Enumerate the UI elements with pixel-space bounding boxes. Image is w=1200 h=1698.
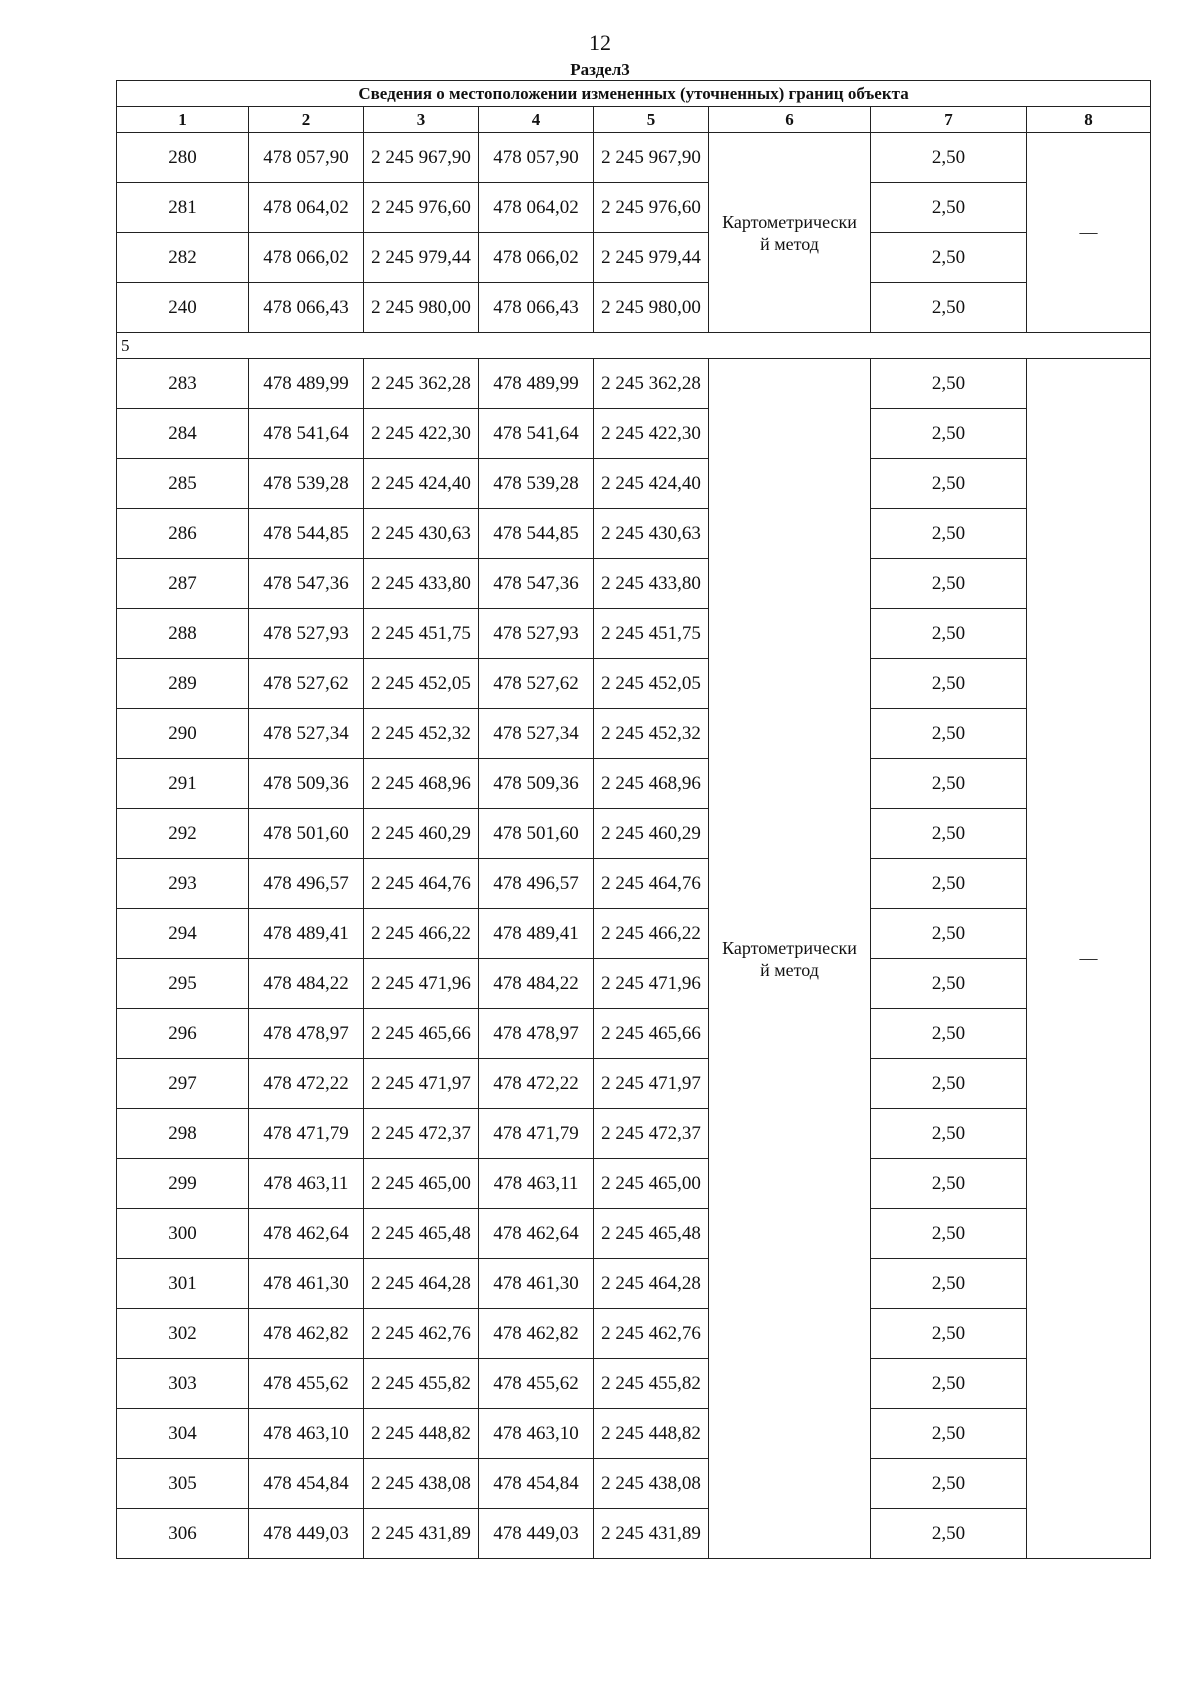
y-new-cell: 2 245 465,00 [594, 1159, 709, 1209]
point-number-cell: 296 [117, 1009, 249, 1059]
accuracy-cell: 2,50 [871, 233, 1027, 283]
x-existing-cell: 478 541,64 [249, 409, 364, 459]
x-new-cell: 478 449,03 [479, 1509, 594, 1559]
column-number: 8 [1027, 107, 1151, 133]
x-new-cell: 478 455,62 [479, 1359, 594, 1409]
y-existing-cell: 2 245 465,48 [364, 1209, 479, 1259]
point-number-cell: 294 [117, 909, 249, 959]
y-existing-cell: 2 245 424,40 [364, 459, 479, 509]
accuracy-cell: 2,50 [871, 1109, 1027, 1159]
table-row [117, 409, 1151, 459]
table-row [117, 659, 1151, 709]
table-row [117, 1409, 1151, 1459]
accuracy-cell: 2,50 [871, 1159, 1027, 1209]
y-new-cell: 2 245 464,28 [594, 1259, 709, 1309]
accuracy-cell: 2,50 [871, 809, 1027, 859]
x-existing-cell: 478 527,34 [249, 709, 364, 759]
table-row [117, 1459, 1151, 1509]
y-new-cell: 2 245 471,96 [594, 959, 709, 1009]
accuracy-cell: 2,50 [871, 509, 1027, 559]
y-existing-cell: 2 245 451,75 [364, 609, 479, 659]
method-cell [709, 133, 871, 333]
accuracy-cell: 2,50 [871, 283, 1027, 333]
group-label: 5 [117, 333, 1151, 359]
table-row [117, 709, 1151, 759]
accuracy-cell: 2,50 [871, 183, 1027, 233]
accuracy-cell: 2,50 [871, 409, 1027, 459]
x-new-cell: 478 489,41 [479, 909, 594, 959]
point-number-cell: 283 [117, 359, 249, 409]
y-new-cell: 2 245 979,44 [594, 233, 709, 283]
y-existing-cell: 2 245 455,82 [364, 1359, 479, 1409]
table-row [117, 183, 1151, 233]
accuracy-cell: 2,50 [871, 1009, 1027, 1059]
table-row [117, 459, 1151, 509]
y-new-cell: 2 245 431,89 [594, 1509, 709, 1559]
x-existing-cell: 478 461,30 [249, 1259, 364, 1309]
accuracy-cell: 2,50 [871, 609, 1027, 659]
x-existing-cell: 478 489,99 [249, 359, 364, 409]
y-existing-cell: 2 245 460,29 [364, 809, 479, 859]
method-text-line1: Картометрически [722, 937, 857, 958]
x-new-cell: 478 463,10 [479, 1409, 594, 1459]
accuracy-cell: 2,50 [871, 1509, 1027, 1559]
y-new-cell: 2 245 472,37 [594, 1109, 709, 1159]
y-new-cell: 2 245 465,66 [594, 1009, 709, 1059]
y-existing-cell: 2 245 967,90 [364, 133, 479, 183]
y-new-cell: 2 245 430,63 [594, 509, 709, 559]
x-new-cell: 478 463,11 [479, 1159, 594, 1209]
table-row [117, 1359, 1151, 1409]
point-number-cell: 290 [117, 709, 249, 759]
y-new-cell: 2 245 471,97 [594, 1059, 709, 1109]
y-existing-cell: 2 245 465,00 [364, 1159, 479, 1209]
y-existing-cell: 2 245 452,32 [364, 709, 479, 759]
y-new-cell: 2 245 452,32 [594, 709, 709, 759]
x-existing-cell: 478 462,64 [249, 1209, 364, 1259]
accuracy-cell: 2,50 [871, 759, 1027, 809]
x-new-cell: 478 527,62 [479, 659, 594, 709]
x-new-cell: 478 509,36 [479, 759, 594, 809]
y-existing-cell: 2 245 471,96 [364, 959, 479, 1009]
accuracy-cell: 2,50 [871, 133, 1027, 183]
x-new-cell: 478 484,22 [479, 959, 594, 1009]
y-new-cell: 2 245 466,22 [594, 909, 709, 959]
y-existing-cell: 2 245 464,76 [364, 859, 479, 909]
table-row [117, 1109, 1151, 1159]
method-cell [709, 359, 871, 1559]
x-existing-cell: 478 455,62 [249, 1359, 364, 1409]
x-existing-cell: 478 064,02 [249, 183, 364, 233]
y-existing-cell: 2 245 431,89 [364, 1509, 479, 1559]
x-new-cell: 478 064,02 [479, 183, 594, 233]
description-cell: — [1027, 359, 1151, 1559]
y-new-cell: 2 245 468,96 [594, 759, 709, 809]
point-number-cell: 306 [117, 1509, 249, 1559]
x-new-cell: 478 462,64 [479, 1209, 594, 1259]
point-number-cell: 302 [117, 1309, 249, 1359]
accuracy-cell: 2,50 [871, 1359, 1027, 1409]
table-row [117, 859, 1151, 909]
accuracy-cell: 2,50 [871, 1459, 1027, 1509]
section-title: Раздел3 [570, 60, 630, 79]
point-number-cell: 285 [117, 459, 249, 509]
x-new-cell: 478 472,22 [479, 1059, 594, 1109]
x-existing-cell: 478 527,62 [249, 659, 364, 709]
accuracy-cell: 2,50 [871, 1259, 1027, 1309]
column-number: 2 [249, 107, 364, 133]
x-existing-cell: 478 463,11 [249, 1159, 364, 1209]
x-existing-cell: 478 496,57 [249, 859, 364, 909]
x-new-cell: 478 539,28 [479, 459, 594, 509]
page-number: 12 [589, 30, 611, 55]
column-number: 6 [709, 107, 871, 133]
table-row [117, 559, 1151, 609]
point-number-cell: 289 [117, 659, 249, 709]
table-row [117, 359, 1151, 409]
point-number-cell: 305 [117, 1459, 249, 1509]
y-existing-cell: 2 245 438,08 [364, 1459, 479, 1509]
x-new-cell: 478 527,34 [479, 709, 594, 759]
point-number-cell: 291 [117, 759, 249, 809]
x-existing-cell: 478 478,97 [249, 1009, 364, 1059]
accuracy-cell: 2,50 [871, 1409, 1027, 1459]
table-row [117, 1059, 1151, 1109]
table-row [117, 759, 1151, 809]
y-existing-cell: 2 245 472,37 [364, 1109, 479, 1159]
accuracy-cell: 2,50 [871, 1059, 1027, 1109]
x-new-cell: 478 066,43 [479, 283, 594, 333]
point-number-cell: 295 [117, 959, 249, 1009]
y-new-cell: 2 245 422,30 [594, 409, 709, 459]
x-new-cell: 478 462,82 [479, 1309, 594, 1359]
method-text-line2: й метод [760, 233, 819, 254]
table-row [117, 909, 1151, 959]
y-existing-cell: 2 245 471,97 [364, 1059, 479, 1109]
x-existing-cell: 478 527,93 [249, 609, 364, 659]
y-existing-cell: 2 245 464,28 [364, 1259, 479, 1309]
y-new-cell: 2 245 455,82 [594, 1359, 709, 1409]
y-existing-cell: 2 245 462,76 [364, 1309, 479, 1359]
column-number: 3 [364, 107, 479, 133]
x-new-cell: 478 527,93 [479, 609, 594, 659]
y-new-cell: 2 245 424,40 [594, 459, 709, 509]
accuracy-cell: 2,50 [871, 1309, 1027, 1359]
y-existing-cell: 2 245 979,44 [364, 233, 479, 283]
y-new-cell: 2 245 433,80 [594, 559, 709, 609]
y-existing-cell: 2 245 468,96 [364, 759, 479, 809]
accuracy-cell: 2,50 [871, 459, 1027, 509]
x-existing-cell: 478 471,79 [249, 1109, 364, 1159]
x-existing-cell: 478 066,02 [249, 233, 364, 283]
y-existing-cell: 2 245 452,05 [364, 659, 479, 709]
x-new-cell: 478 066,02 [479, 233, 594, 283]
table-row [117, 1009, 1151, 1059]
y-existing-cell: 2 245 422,30 [364, 409, 479, 459]
table-caption-row [117, 81, 1151, 107]
point-number-cell: 240 [117, 283, 249, 333]
accuracy-cell: 2,50 [871, 659, 1027, 709]
column-number: 7 [871, 107, 1027, 133]
y-existing-cell: 2 245 466,22 [364, 909, 479, 959]
table-row [117, 1259, 1151, 1309]
y-new-cell: 2 245 967,90 [594, 133, 709, 183]
accuracy-cell: 2,50 [871, 709, 1027, 759]
point-number-cell: 304 [117, 1409, 249, 1459]
point-number-cell: 288 [117, 609, 249, 659]
table-row [117, 133, 1151, 183]
x-existing-cell: 478 509,36 [249, 759, 364, 809]
point-number-cell: 292 [117, 809, 249, 859]
table-row [117, 509, 1151, 559]
table-row [117, 283, 1151, 333]
point-number-cell: 300 [117, 1209, 249, 1259]
x-existing-cell: 478 454,84 [249, 1459, 364, 1509]
accuracy-cell: 2,50 [871, 959, 1027, 1009]
point-number-cell: 280 [117, 133, 249, 183]
point-number-cell: 299 [117, 1159, 249, 1209]
table-caption: Сведения о местоположении измененных (уточненных) границ объекта [117, 81, 1151, 107]
y-existing-cell: 2 245 433,80 [364, 559, 479, 609]
column-number: 5 [594, 107, 709, 133]
point-number-cell: 284 [117, 409, 249, 459]
y-existing-cell: 2 245 448,82 [364, 1409, 479, 1459]
accuracy-cell: 2,50 [871, 909, 1027, 959]
x-new-cell: 478 454,84 [479, 1459, 594, 1509]
x-new-cell: 478 057,90 [479, 133, 594, 183]
x-existing-cell: 478 472,22 [249, 1059, 364, 1109]
y-new-cell: 2 245 448,82 [594, 1409, 709, 1459]
y-new-cell: 2 245 438,08 [594, 1459, 709, 1509]
accuracy-cell: 2,50 [871, 1209, 1027, 1259]
accuracy-cell: 2,50 [871, 359, 1027, 409]
method-text-line1: Картометрически [722, 211, 857, 232]
x-existing-cell: 478 484,22 [249, 959, 364, 1009]
y-new-cell: 2 245 464,76 [594, 859, 709, 909]
accuracy-cell: 2,50 [871, 859, 1027, 909]
table-row [117, 609, 1151, 659]
table-row [117, 1209, 1151, 1259]
x-existing-cell: 478 462,82 [249, 1309, 364, 1359]
point-number-cell: 281 [117, 183, 249, 233]
column-number: 4 [479, 107, 594, 133]
y-existing-cell: 2 245 362,28 [364, 359, 479, 409]
y-new-cell: 2 245 460,29 [594, 809, 709, 859]
column-number-row [117, 107, 1151, 133]
y-existing-cell: 2 245 465,66 [364, 1009, 479, 1059]
point-number-cell: 298 [117, 1109, 249, 1159]
x-existing-cell: 478 489,41 [249, 909, 364, 959]
point-number-cell: 301 [117, 1259, 249, 1309]
x-new-cell: 478 544,85 [479, 509, 594, 559]
point-number-cell: 287 [117, 559, 249, 609]
x-new-cell: 478 501,60 [479, 809, 594, 859]
x-existing-cell: 478 057,90 [249, 133, 364, 183]
x-existing-cell: 478 449,03 [249, 1509, 364, 1559]
y-new-cell: 2 245 976,60 [594, 183, 709, 233]
column-number: 1 [117, 107, 249, 133]
point-number-cell: 297 [117, 1059, 249, 1109]
y-new-cell: 2 245 452,05 [594, 659, 709, 709]
accuracy-cell: 2,50 [871, 559, 1027, 609]
x-new-cell: 478 471,79 [479, 1109, 594, 1159]
group-label-row [117, 333, 1151, 359]
x-new-cell: 478 489,99 [479, 359, 594, 409]
boundary-coordinates-table [116, 80, 1151, 1559]
method-text-line2: й метод [760, 959, 819, 980]
x-new-cell: 478 478,97 [479, 1009, 594, 1059]
x-existing-cell: 478 544,85 [249, 509, 364, 559]
table-row [117, 1309, 1151, 1359]
table-row [117, 1509, 1151, 1559]
point-number-cell: 286 [117, 509, 249, 559]
y-new-cell: 2 245 451,75 [594, 609, 709, 659]
y-existing-cell: 2 245 980,00 [364, 283, 479, 333]
x-existing-cell: 478 066,43 [249, 283, 364, 333]
x-existing-cell: 478 501,60 [249, 809, 364, 859]
x-new-cell: 478 541,64 [479, 409, 594, 459]
y-existing-cell: 2 245 430,63 [364, 509, 479, 559]
description-cell: — [1027, 133, 1151, 333]
x-new-cell: 478 547,36 [479, 559, 594, 609]
x-existing-cell: 478 539,28 [249, 459, 364, 509]
point-number-cell: 282 [117, 233, 249, 283]
y-existing-cell: 2 245 976,60 [364, 183, 479, 233]
y-new-cell: 2 245 980,00 [594, 283, 709, 333]
y-new-cell: 2 245 465,48 [594, 1209, 709, 1259]
point-number-cell: 293 [117, 859, 249, 909]
x-new-cell: 478 496,57 [479, 859, 594, 909]
table-row [117, 233, 1151, 283]
x-existing-cell: 478 547,36 [249, 559, 364, 609]
y-new-cell: 2 245 462,76 [594, 1309, 709, 1359]
table-row [117, 1159, 1151, 1209]
x-existing-cell: 478 463,10 [249, 1409, 364, 1459]
table-row [117, 959, 1151, 1009]
x-new-cell: 478 461,30 [479, 1259, 594, 1309]
y-new-cell: 2 245 362,28 [594, 359, 709, 409]
table-row [117, 809, 1151, 859]
point-number-cell: 303 [117, 1359, 249, 1409]
